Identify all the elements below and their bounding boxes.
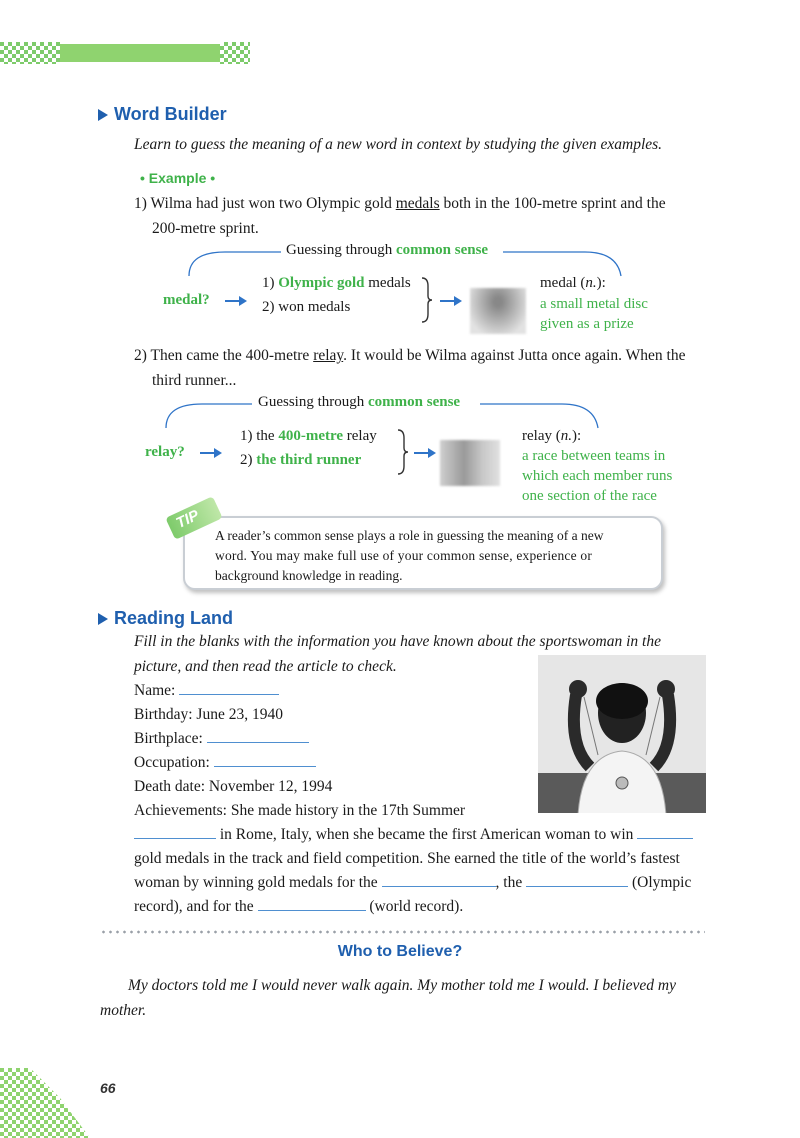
curly-brace-1-icon [420, 276, 434, 324]
target-word-medal: medal? [163, 292, 210, 308]
form-achievements-4: woman by winning gold medals for the , the (Olympic [134, 874, 692, 891]
example-2-sentence: 2) Then came the 400-metre relay. It would be Wilma against Jutta once again. When the [134, 347, 686, 364]
definition-medal-line1: a small metal disc [540, 296, 648, 312]
header-decoration-bar [0, 42, 260, 64]
definition-medal-head: medal (n.): [540, 275, 606, 291]
tip-label: TIP [173, 506, 202, 532]
target-word-relay: relay? [145, 444, 185, 460]
example-2-sentence-cont: third runner... [152, 372, 237, 389]
tip-line-3: background knowledge in reading. [215, 568, 403, 583]
word-builder-title: Word Builder [114, 104, 227, 124]
birthplace-blank-input[interactable] [207, 728, 309, 743]
footer-pattern-icon [0, 1068, 100, 1138]
form-occupation: Occupation: [134, 751, 316, 775]
quote-line-1: My doctors told me I would never walk again. My mother told me I would. I believed my [128, 977, 676, 994]
definition-relay-head: relay (n.): [522, 428, 582, 444]
header-pattern-icon [0, 42, 260, 64]
blurred-relay-image [440, 440, 500, 486]
tip-line-2: word. You may make full use of your common sense, experience or [215, 548, 593, 563]
definition-relay-line2: which each member runs [522, 468, 673, 484]
form-achievements-5: record), and for the (world record). [134, 898, 464, 915]
event-2-blank-input[interactable] [526, 872, 628, 887]
guess-caption-1: Guessing through common sense [286, 242, 489, 258]
dotted-divider [100, 930, 705, 934]
tip-box [183, 516, 663, 590]
reading-land-instruction-2: picture, and then read the article to check. [134, 658, 397, 675]
reading-land-instruction-1: Fill in the blanks with the information you have known about the sportswoman in the [134, 633, 661, 650]
occupation-blank-input[interactable] [214, 752, 316, 767]
example-label: • Example • [140, 170, 216, 186]
example-1-sentence-cont: 200-metre sprint. [152, 220, 259, 237]
arrow-right-icon [414, 452, 434, 454]
clue-1-1: 1) Olympic gold medals [262, 275, 411, 291]
reading-land-title: Reading Land [114, 608, 234, 628]
clue-1-2: 2) won medals [262, 299, 351, 315]
event-3-blank-input[interactable] [258, 896, 366, 911]
guess-caption-2: Guessing through common sense [258, 394, 461, 410]
tip-line-1: A reader’s common sense plays a role in guessing the meaning of a new [215, 528, 604, 543]
sportswoman-photo [538, 655, 706, 813]
example-1-sentence: 1) Wilma had just won two Olympic gold medals both in the 100-metre sprint and the [134, 195, 666, 212]
arrow-right-icon [225, 300, 245, 302]
quote-title: Who to Believe? [337, 943, 463, 960]
event-1-blank-input[interactable] [382, 872, 496, 887]
form-death-date: Death date: November 12, 1994 [134, 778, 333, 795]
underlined-word-relay: relay [313, 347, 344, 364]
arrow-right-icon [440, 300, 460, 302]
sportswoman-photo-icon [538, 655, 706, 813]
curly-brace-2-icon [396, 428, 410, 476]
word-builder-instruction: Learn to guess the meaning of a new word in context by studying the given examples. [134, 136, 663, 153]
definition-relay-line3: one section of the race [522, 488, 657, 504]
olympics-blank-input[interactable] [134, 824, 216, 839]
definition-medal-line2: given as a prize [540, 316, 634, 332]
blurred-medal-image [470, 288, 526, 334]
form-birthday: Birthday: June 23, 1940 [134, 706, 283, 723]
page-number: 66 [100, 1080, 116, 1096]
arrow-right-icon [200, 452, 220, 454]
form-achievements-2: in Rome, Italy, when she became the first American woman to win [134, 823, 709, 847]
clue-2-1: 1) the 400-metre relay [240, 428, 377, 444]
reading-land-heading [98, 608, 233, 629]
form-achievements-3: gold medals in the track and field competition. She earned the title of the world’s fastest [134, 850, 680, 867]
underlined-word-medals: medals [395, 195, 440, 212]
form-name: Name: [134, 679, 279, 703]
triangle-bullet-icon [98, 109, 108, 121]
form-achievements-1: Achievements: She made history in the 17th Summer [134, 802, 466, 819]
form-birthplace: Birthplace: [134, 727, 309, 751]
quote-line-2: mother. [100, 1002, 147, 1019]
triangle-bullet-icon [98, 613, 108, 625]
word-builder-heading [98, 104, 227, 125]
name-blank-input[interactable] [179, 680, 279, 695]
medal-count-blank-input[interactable] [637, 824, 693, 839]
clue-2-2: 2) the third runner [240, 452, 362, 468]
definition-relay-line1: a race between teams in [522, 448, 666, 464]
